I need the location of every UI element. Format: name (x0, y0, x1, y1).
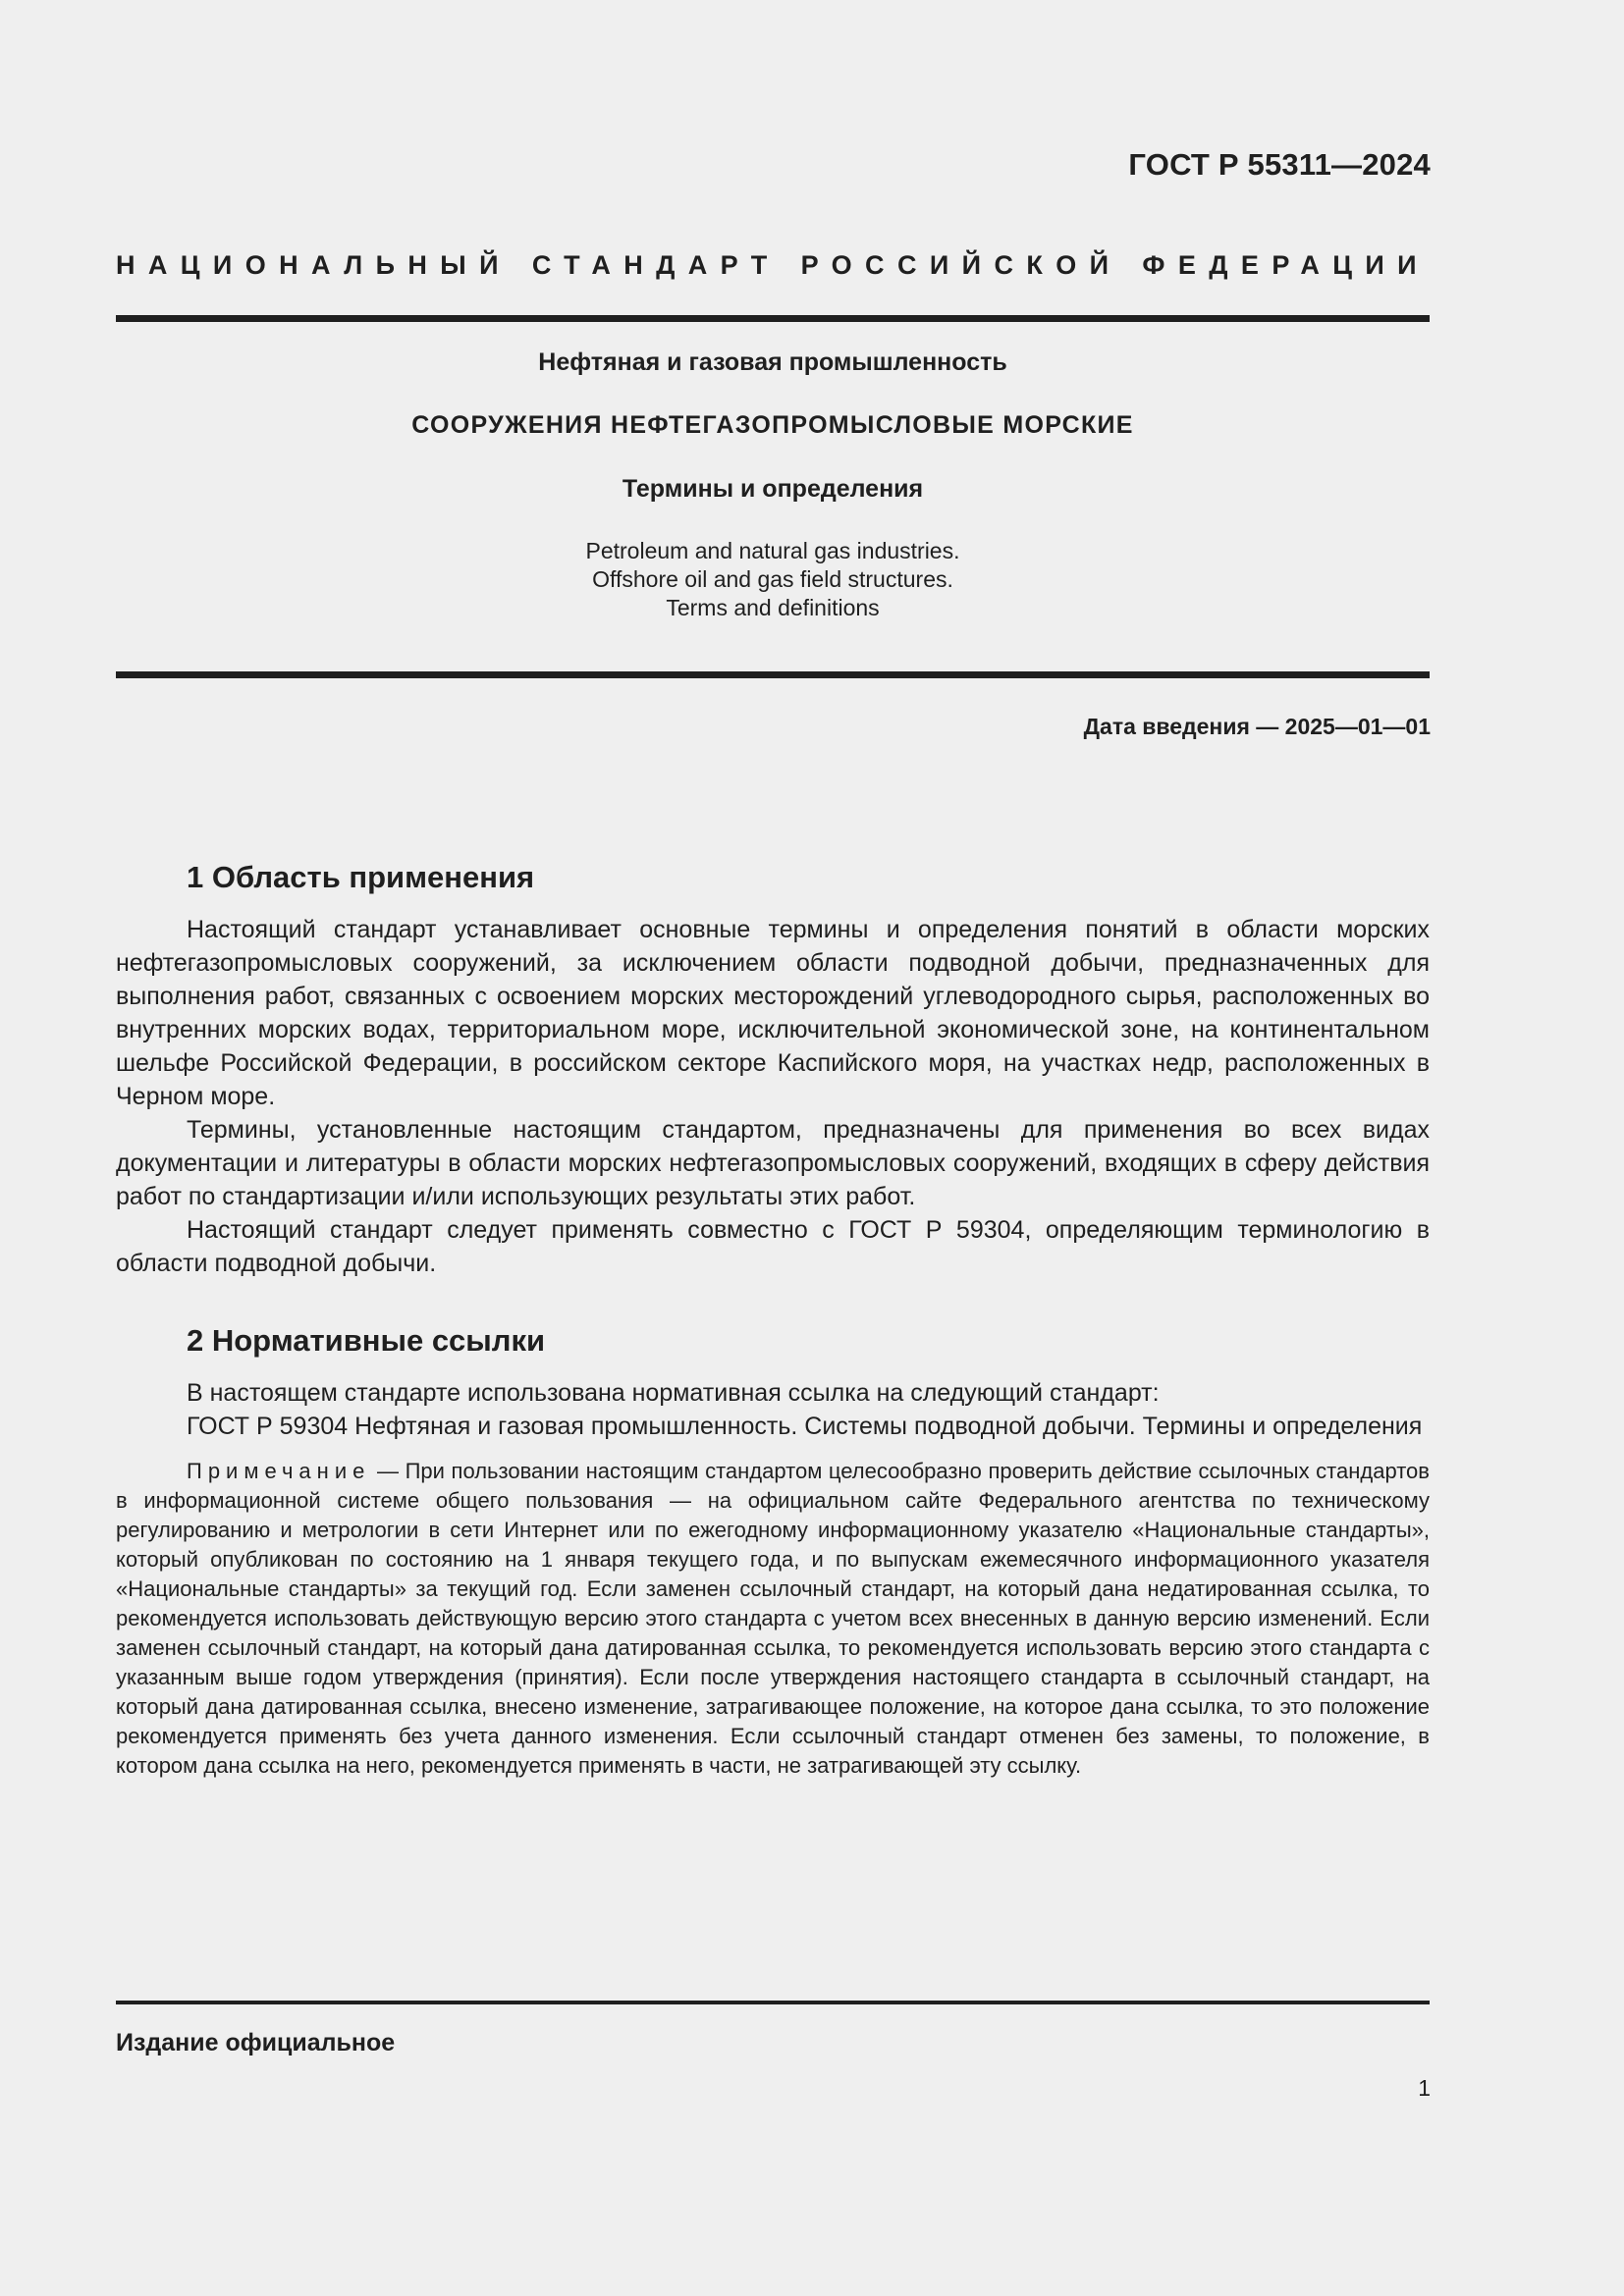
industry-title: Нефтяная и газовая промышленность (538, 348, 1007, 376)
document-number: ГОСТ Р 55311—2024 (1128, 147, 1431, 182)
page-number: 1 (1418, 2075, 1431, 2101)
section-2-paragraph-1: В настоящем стандарте использована нормативная ссылка на следующий стандарт: (187, 1379, 1160, 1407)
english-title-line-1: Petroleum and natural gas industries. (585, 538, 960, 563)
section-1-heading: 1 Область применения (187, 860, 535, 894)
english-title-line-2: Offshore oil and gas field structures. (592, 566, 953, 592)
title-divider (116, 671, 1430, 678)
english-title-line-3: Terms and definitions (666, 595, 880, 620)
note-label: Примечание (187, 1459, 371, 1483)
section-1-paragraph-1: Настоящий стандарт устанавливает основные термины и определения понятий в области морских нефтегазопромысловых сооружений, за исключением области подводной добычи, предназначенных для выполнения работ, связанных с освоением морских месторождений углеводородного сырья, расположенных во внутренних морских водах, территориальном море, исключительной экономической зоне, на континентальном шельфе Российской Федерации, в российском секторе Каспийского моря, на участках недр, расположенных в Черном море. (116, 916, 1430, 1110)
note (116, 1457, 1430, 1781)
top-divider (116, 315, 1430, 322)
subtitle: Термины и определения (622, 475, 924, 503)
introduction-date: Дата введения — 2025—01—01 (1083, 714, 1431, 739)
section-2-reference: ГОСТ Р 59304 Нефтяная и газовая промышленность. Системы подводной добычи. Термины и определения (187, 1413, 1423, 1440)
footer-divider (116, 2001, 1430, 2004)
main-title: СООРУЖЕНИЯ НЕФТЕГАЗОПРОМЫСЛОВЫЕ МОРСКИЕ (411, 411, 1134, 439)
note-text: При пользовании настоящим стандартом целесообразно проверить действие ссылочных стандартов в информационной системе общего пользования — на официальном сайте Федерального агентства по техническому регулированию и метрологии в сети Интернет или по ежегодному информационному указателю «Национальные стандарты», который опубликован по состоянию на 1 января текущего года, и по выпускам ежемесячного информационного указателя «Национальные стандарты» за текущий год. Если заменен ссылочный стандарт, на который дана недатированная ссылка, то рекомендуется использовать действующую версию этого стандарта с учетом всех внесенных в данную версию изменений. Если заменен ссылочный стандарт, на который дана датированная ссылка, то рекомендуется использовать версию этого стандарта с указанным выше годом утверждения (принятия). Если после утверждения настоящего стандарта в ссылочный стандарт, на который дана датированная ссылка, внесено изменение, затрагивающее положение, на которое дана ссылка, то это положение рекомендуется применять без учета данного изменения. Если ссылочный стандарт отменен без замены, то положение, в котором дана ссылка на него, рекомендуется применять в части, не затрагивающей эту ссылку. (116, 1459, 1430, 1778)
english-title (116, 537, 1430, 622)
edition-label: Издание официальное (116, 2029, 396, 2056)
section-1-paragraph-2: Термины, установленные настоящим стандартом, предназначены для применения во всех видах документации и литературы в области морских нефтегазопромысловых сооружений, входящих в сферу действия работ по стандартизации и/или использующих результаты этих работ. (116, 1116, 1430, 1210)
section-2-heading: 2 Нормативные ссылки (187, 1323, 546, 1358)
note-dash: — (370, 1459, 406, 1483)
document-body (116, 860, 1430, 1781)
national-standard-banner: НАЦИОНАЛЬНЫЙ СТАНДАРТ РОССИЙСКОЙ ФЕДЕРАЦИИ (116, 250, 1430, 280)
title-block (116, 348, 1430, 622)
section-1-paragraph-3: Настоящий стандарт следует применять совместно с ГОСТ Р 59304, определяющим терминологию в области подводной добычи. (116, 1216, 1430, 1277)
